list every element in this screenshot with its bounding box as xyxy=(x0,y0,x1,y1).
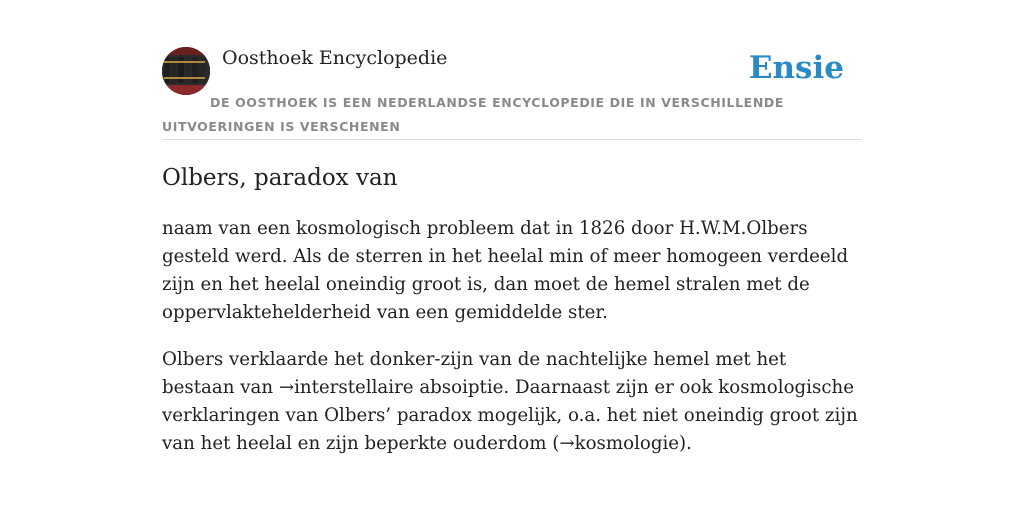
site-tagline: DE OOSTHOEK IS EEN NEDERLANDSE ENCYCLOPEDIE DIE IN VERSCHILLENDE UITVOERINGEN IS VERSCHENEN xyxy=(162,95,784,134)
site-header xyxy=(162,44,862,140)
article-paragraph: naam van een kosmologisch probleem dat in 1826 door H.W.M.Olbers gesteld werd. Als de sterren in het heelal min of meer homogeen verdeeld zijn en het heelal oneindig groot is, dan moet de hemel stralen met de oppervlaktehelderheid van een gemiddelde ster. xyxy=(162,218,849,323)
article xyxy=(162,160,862,458)
brand-logo[interactable]: Ensie xyxy=(748,50,844,86)
article-title: Olbers, paradox van xyxy=(162,165,398,191)
article-paragraph: Olbers verklaarde het donker-zijn van de nachtelijke hemel met het bestaan van →interstellaire absoiptie. Daarnaast zijn er ook kosmologische verklaringen van Olbers’ paradox mogelijk, o.a. het niet oneindig groot zijn van het heelal en zijn beperkte ouderdom (→kosmologie). xyxy=(162,349,858,454)
encyclopedia-books-icon[interactable] xyxy=(162,47,210,95)
site-name[interactable]: Oosthoek Encyclopedie xyxy=(222,47,448,69)
